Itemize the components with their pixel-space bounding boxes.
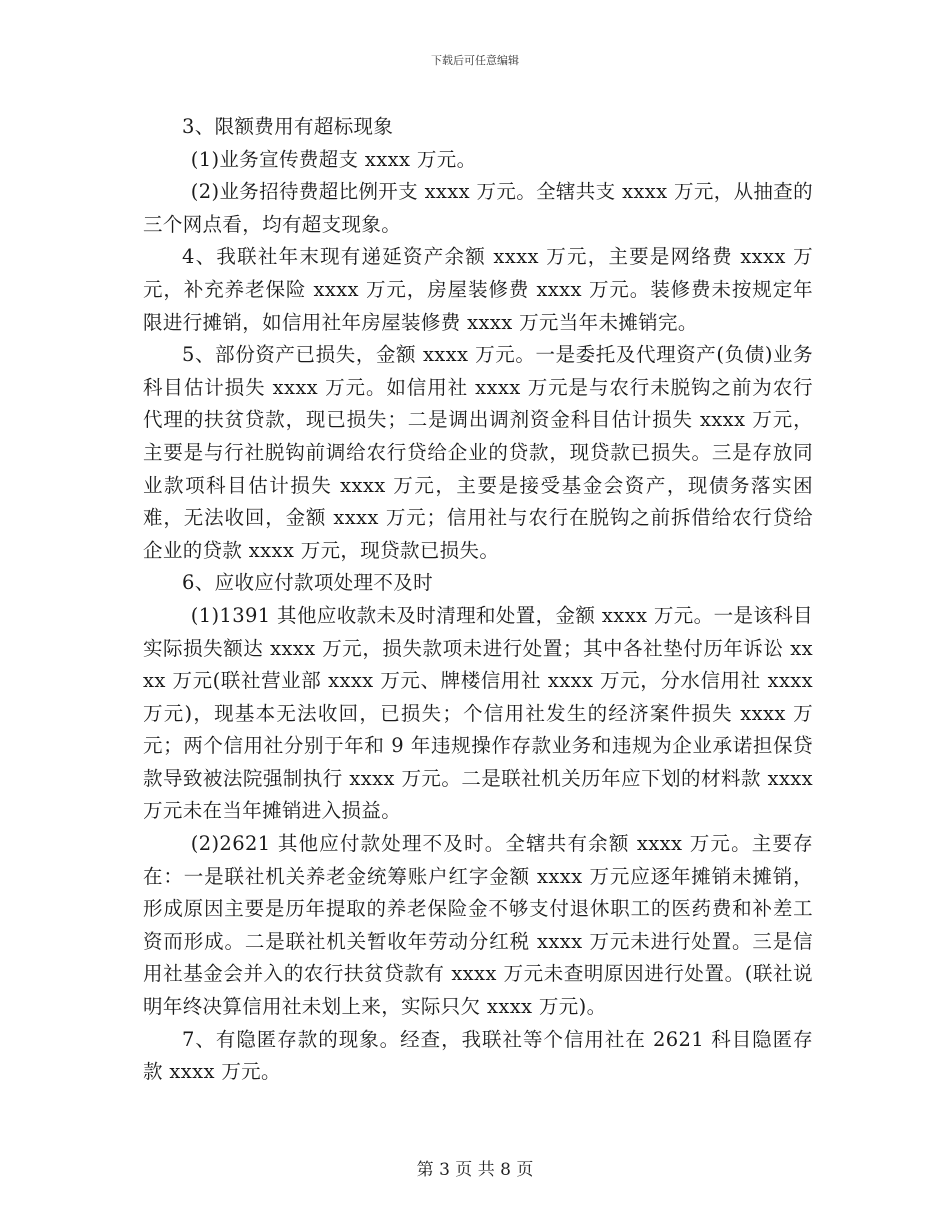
paragraph-4: 4、我联社年末现有递延资产余额 xxxx 万元，主要是网络费 xxxx 万元，补充养老保险 xxxx 万元，房屋装修费 xxxx 万元。装修费未按规定年限进行摊销，如信用社年房屋装修费 xxxx 万元当年未摊销完。 [143,245,813,334]
footer-mid: 页 共 [455,1160,495,1180]
paragraph-3-2: (2)业务招待费超比例开支 xxxx 万元。全辖共支 xxxx 万元，从抽查的三个网点看，均有超支现象。 [143,180,813,236]
document-body [143,111,813,1089]
paragraph-3-1: (1)业务宣传费超支 xxxx 万元。 [190,147,477,171]
footer-page-number: 3 [439,1160,450,1180]
footer-prefix: 第 [416,1160,434,1180]
paragraph-6-2: (2)2621 其他应付款处理不及时。全辖共有余额 xxxx 万元。主要存在：一是联社机关养老金统筹账户红字金额 xxxx 万元应逐年摊销未摊销，形成原因主要是历年提取的养老保险金不够支付退休职工的医药费和补差工资而形成。二是联社机关暂收年劳动分红税 xxxx 万元未进行处置。三是信用社基金会并入的农行扶贫贷款有 xxxx 万元未查明原因进行处置。(联社说明年终决算信用社未划上来，实际只欠 xxxx 万元)。 [143,832,813,1019]
footer-total-pages: 8 [500,1160,511,1180]
paragraph-6-heading: 6、应收应付款项处理不及时 [182,571,433,595]
page-footer [0,1155,950,1180]
paragraph-6-1: (1)1391 其他应收款未及时清理和处置，金额 xxxx 万元。一是该科目实际损失额达 xxxx 万元，损失款项未进行处置；其中各社垫付历年诉讼 xxxx 万元(联社营业部 xxxx 万元、牌楼信用社 xxxx 万元，分水信用社 xxxx 万元)，现基本无法收回，已损失；个信用社发生的经济案件损失 xxxx 万元；两个信用社分别于年和 9 年违规操作存款业务和违规为企业承诺担保贷款导致被法院强制执行 xxxx 万元。二是联社机关历年应下划的材料款 xxxx 万元未在当年摊销进入损益。 [143,603,813,823]
page-header: 下载后可任意编辑 [431,54,519,67]
paragraph-7: 7、有隐匿存款的现象。经查，我联社等个信用社在 2621 科目隐匿存款 xxxx 万元。 [143,1027,813,1084]
paragraph-5: 5、部份资产已损失，金额 xxxx 万元。一是委托及代理资产(负债)业务科目估计损失 xxxx 万元。如信用社 xxxx 万元是与农行未脱钩之前为农行代理的扶贫贷款，现已损失；二是调出调剂资金科目估计损失 xxxx 万元，主要是与行社脱钩前调给农行贷给企业的贷款，现贷款已损失。三是存放同业款项科目估计损失 xxxx 万元，主要是接受基金会资产，现债务落实困难，无法收回，金额 xxxx 万元；信用社与农行在脱钩之前拆借给农行贷给企业的贷款 xxxx 万元，现贷款已损失。 [143,343,813,562]
paragraph-3-heading: 3、限额费用有超标现象 [182,115,394,138]
footer-suffix: 页 [516,1160,534,1180]
